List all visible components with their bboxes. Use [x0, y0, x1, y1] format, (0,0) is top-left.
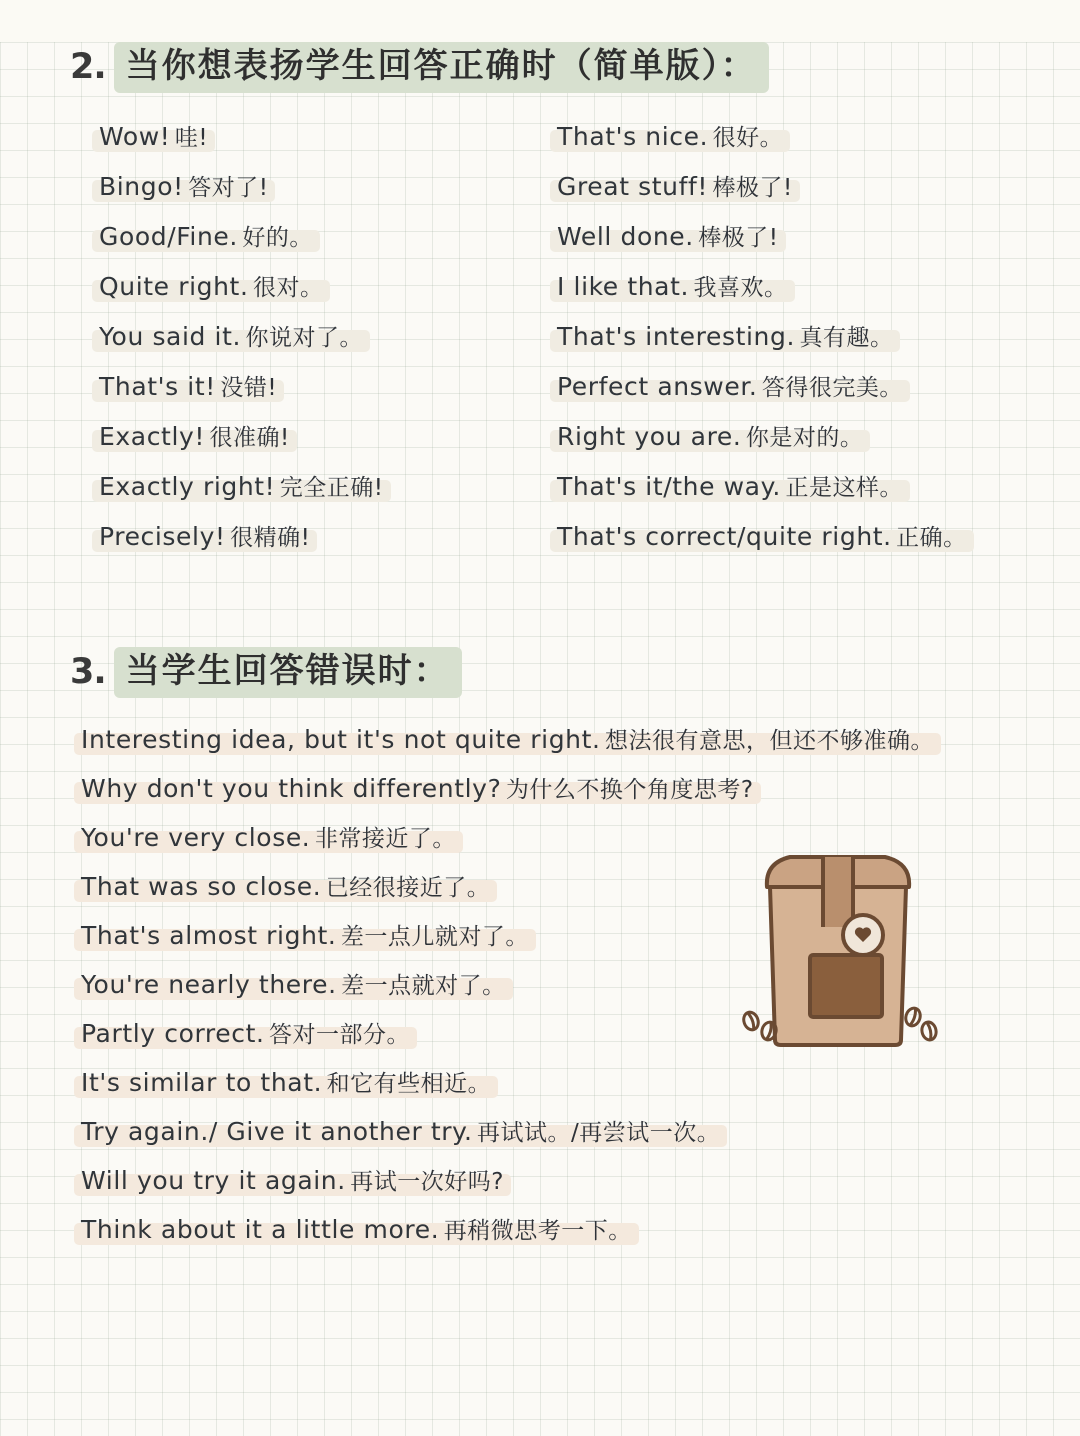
- phrase-en: That was so close.: [81, 871, 322, 901]
- phrase-en: Interesting idea, but it's not quite right.: [81, 724, 601, 754]
- phrase-cn: 我喜欢。: [693, 274, 788, 301]
- phrase-cn: 为什么不换个角度思考?: [505, 776, 754, 803]
- section-2-right-column: [550, 119, 1080, 569]
- section-3-title: 当学生回答错误时：: [114, 647, 462, 698]
- phrase-en: That's it!: [99, 371, 216, 401]
- phrase-cn: 哇!: [174, 124, 209, 151]
- phrase-row: [550, 519, 1080, 552]
- phrase-row: [550, 319, 1080, 352]
- phrase-en: That's almost right.: [81, 920, 337, 950]
- phrase-en: Try again./ Give it another try.: [81, 1116, 473, 1146]
- phrase-row: [550, 169, 1080, 202]
- phrase-en: You said it.: [99, 321, 242, 351]
- phrase-en: Great stuff!: [557, 171, 709, 201]
- phrase-en: Think about it a little more.: [81, 1214, 440, 1244]
- phrase-row: [550, 269, 1080, 302]
- phrase-en: Exactly!: [99, 421, 206, 451]
- phrase-cn: 棒极了!: [712, 174, 793, 201]
- phrase-row: [74, 771, 1034, 804]
- phrase-cn: 差一点就对了。: [341, 972, 506, 999]
- phrase-cn: 正确。: [896, 524, 967, 551]
- phrase-row: [74, 722, 1034, 755]
- phrase-cn: 很准确!: [209, 424, 290, 451]
- phrase-en: That's nice.: [557, 121, 709, 151]
- phrase-cn: 想法很有意思，但还不够准确。: [605, 727, 935, 754]
- phrase-en: Will you try it again.: [81, 1165, 346, 1195]
- phrase-cn: 再试一次好吗?: [350, 1168, 504, 1195]
- phrase-en: You're very close.: [81, 822, 311, 852]
- phrase-row: [92, 169, 522, 202]
- phrase-en: Why don't you think differently?: [81, 773, 502, 803]
- phrase-row: [550, 419, 1080, 452]
- phrase-cn: 非常接近了。: [314, 825, 456, 852]
- phrase-row: [92, 419, 522, 452]
- phrase-en: Wow!: [99, 121, 171, 151]
- phrase-row: [92, 119, 522, 152]
- phrase-en: Good/Fine.: [99, 221, 238, 251]
- phrase-cn: 棒极了!: [698, 224, 779, 251]
- phrase-en: Precisely!: [99, 521, 226, 551]
- section-2-columns: [70, 119, 1080, 569]
- phrase-cn: 差一点儿就对了。: [340, 923, 529, 950]
- phrase-en: Partly correct.: [81, 1018, 265, 1048]
- phrase-cn: 没错!: [220, 374, 278, 401]
- phrase-row: [92, 469, 522, 502]
- phrase-cn: 好的。: [242, 224, 313, 251]
- phrase-en: Quite right.: [99, 271, 249, 301]
- phrase-en: I like that.: [557, 271, 690, 301]
- phrase-cn: 正是这样。: [785, 474, 903, 501]
- section-2-left-column: [82, 119, 522, 569]
- phrase-cn: 完全正确!: [279, 474, 384, 501]
- section-3-heading: [70, 647, 1080, 698]
- phrase-cn: 很精确!: [230, 524, 311, 551]
- section-2-heading: [70, 42, 1080, 93]
- phrase-cn: 很好。: [712, 124, 784, 151]
- phrase-row: [92, 519, 522, 552]
- phrase-en: That's correct/quite right.: [557, 521, 892, 551]
- phrase-row: [550, 119, 1080, 152]
- coffee-bag-icon: [735, 835, 945, 1050]
- note-page: [0, 42, 1080, 1245]
- phrase-en: Perfect answer.: [557, 371, 758, 401]
- phrase-cn: 真有趣。: [799, 324, 894, 351]
- phrase-cn: 和它有些相近。: [326, 1070, 492, 1097]
- section-2-number: 2.: [70, 47, 106, 88]
- phrase-row: [550, 219, 1080, 252]
- phrase-en: Bingo!: [99, 171, 184, 201]
- phrase-cn: 再试试。/再尝试一次。: [477, 1119, 721, 1146]
- phrase-cn: 答对一部分。: [268, 1021, 410, 1048]
- phrase-cn: 你说对了。: [245, 324, 363, 351]
- phrase-row: [92, 319, 522, 352]
- phrase-cn: 答对了!: [188, 174, 269, 201]
- phrase-row: [92, 219, 522, 252]
- phrase-row: [74, 1212, 1034, 1245]
- section-2-title: 当你想表扬学生回答正确时（简单版）：: [114, 42, 769, 93]
- phrase-en: It's similar to that.: [81, 1067, 323, 1097]
- phrase-row: [550, 469, 1080, 502]
- phrase-row: [92, 369, 522, 402]
- phrase-cn: 很对。: [252, 274, 324, 301]
- phrase-en: Right you are.: [557, 421, 742, 451]
- section-3-number: 3.: [70, 652, 106, 693]
- phrase-cn: 已经很接近了。: [325, 874, 491, 901]
- phrase-cn: 再稍微思考一下。: [443, 1217, 632, 1244]
- phrase-row: [74, 1114, 1034, 1147]
- section-praise-simple: [70, 42, 1080, 569]
- phrase-row: [74, 1163, 1034, 1196]
- phrase-cn: 你是对的。: [745, 424, 864, 451]
- phrase-en: Exactly right!: [99, 471, 276, 501]
- phrase-row: [550, 369, 1080, 402]
- phrase-en: Well done.: [557, 221, 694, 251]
- phrase-row: [92, 269, 522, 302]
- phrase-en: That's it/the way.: [557, 471, 781, 501]
- phrase-row: [74, 1065, 1034, 1098]
- phrase-en: You're nearly there.: [81, 969, 337, 999]
- phrase-cn: 答得很完美。: [761, 374, 903, 401]
- phrase-en: That's interesting.: [557, 321, 795, 351]
